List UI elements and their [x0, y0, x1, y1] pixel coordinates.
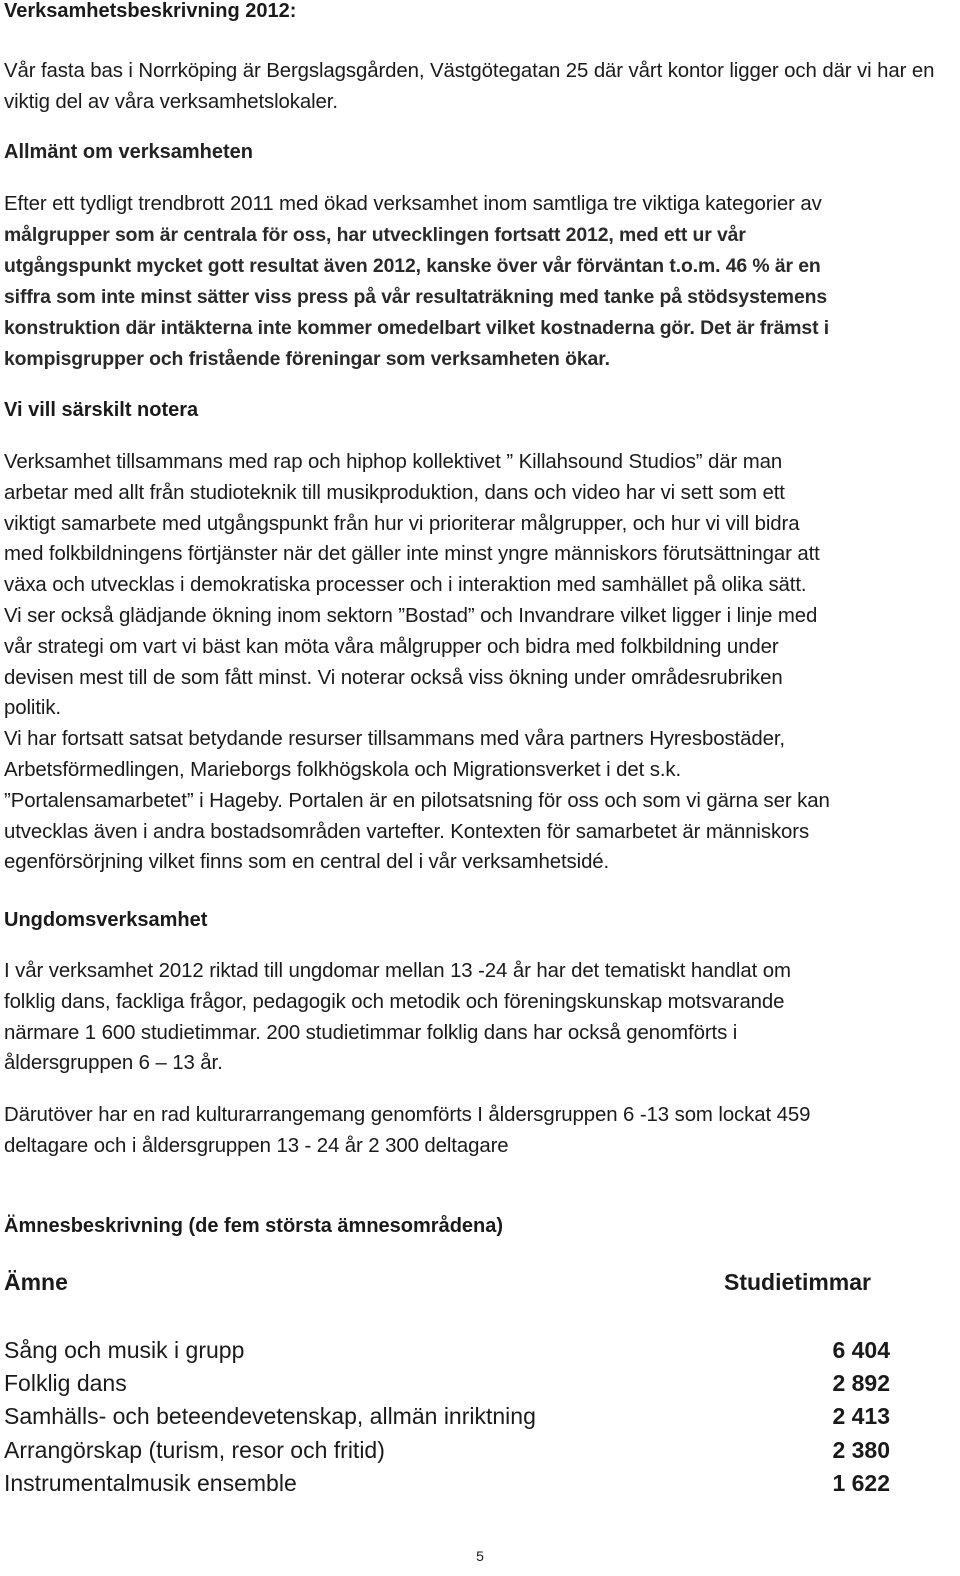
- text-line: I vår verksamhet 2012 riktad till ungdomar mellan 13 -24 år har det tematiskt handlat om: [4, 960, 791, 982]
- hours-cell: 6 404: [832, 1336, 890, 1363]
- text-line: egenförsörjning vilket finns som en central del i vår verksamhetsidé.: [4, 851, 610, 874]
- table-row: [4, 1333, 890, 1366]
- text-line: kompisgrupper och fristående föreningar som verksamheten ökar.: [4, 347, 610, 370]
- section-notice-body: [4, 447, 956, 878]
- section-heading-general: Allmänt om verksamheten: [4, 141, 253, 163]
- text-line: ”Portalensamarbetet” i Hageby. Portalen är en pilotsatsning för oss och som vi gärna ser kan: [4, 789, 830, 812]
- hours-cell: 2 892: [832, 1369, 890, 1396]
- text-line: växa och utvecklas i demokratiska processer och i interaktion med samhället på olika sätt.: [4, 574, 807, 597]
- text-line: deltagare och i åldersgruppen 13 - 24 år 2 300 deltagare: [4, 1134, 509, 1157]
- text-line: närmare 1 600 studietimmar. 200 studietimmar folklig dans har också genomförts i: [4, 1021, 738, 1044]
- column-header-subject: Ämne: [4, 1268, 68, 1295]
- section-youth-body-2: [4, 1100, 956, 1162]
- text-line: Vi ser också glädjande ökning inom sektorn ”Bostad” och Invandrare vilket ligger i linje med: [4, 604, 818, 627]
- table-row: [4, 1400, 890, 1433]
- subjects-table: [4, 1264, 890, 1500]
- table-spacer: [4, 1300, 890, 1333]
- text-line: politik.: [4, 697, 61, 720]
- text-line: åldersgruppen 6 – 13 år.: [4, 1052, 223, 1075]
- section-youth-body: [4, 956, 956, 1079]
- text-line: Efter ett tydligt trendbrott 2011 med ökad verksamhet inom samtliga tre viktiga kategorier av: [4, 193, 822, 215]
- text-line: vår strategi om vart vi bäst kan möta våra målgrupper och bidra med folkbildning under: [4, 635, 779, 658]
- text-line: utgångspunkt mycket gott resultat även 2012, kanske över vår förväntan t.o.m. 46 % är en: [4, 254, 821, 277]
- text-line: Verksamhet tillsammans med rap och hiphop kollektivet ” Killahsound Studios” där man: [4, 451, 783, 473]
- table-row: [4, 1434, 890, 1467]
- table-row: [4, 1367, 890, 1400]
- section-general-body: [4, 189, 956, 375]
- text-line: utvecklas även i andra bostadsområden vartefter. Kontexten för samarbetet är människors: [4, 820, 810, 843]
- column-header-hours: Studietimmar: [724, 1268, 871, 1295]
- text-line: viktigt samarbete med utgångspunkt från hur vi prioriterar målgrupper, och hur vi vill bidra: [4, 512, 800, 535]
- section-heading-notice: Vi vill särskilt notera: [4, 399, 199, 421]
- text-line: folklig dans, fackliga frågor, pedagogik och metodik och föreningskunskap motsvarande: [4, 990, 785, 1013]
- subject-cell: Instrumentalmusik ensemble: [4, 1470, 297, 1497]
- subject-cell: Folklig dans: [4, 1369, 127, 1396]
- text-line: Därutöver har en rad kulturarrangemang genomförts I åldersgruppen 6 -13 som lockat 459: [4, 1104, 811, 1126]
- text-line: målgrupper som är centrala för oss, har utvecklingen fortsatt 2012, med ett ur vår: [4, 223, 746, 246]
- text-line: konstruktion där intäkterna inte kommer omedelbart vilket kostnaderna gör. Det är främst i: [4, 316, 830, 339]
- text-line: devisen mest till de som fått minst. Vi noterar också viss ökning under områdesrubriken: [4, 666, 783, 689]
- text-line: siffra som inte minst sätter viss press på vår resultaträkning med tanke på stödsystemens: [4, 285, 828, 308]
- document-title: Verksamhetsbeskrivning 2012:: [4, 0, 297, 22]
- hours-cell: 1 622: [832, 1470, 890, 1497]
- text-line: Vi har fortsatt satsat betydande resurser tillsammans med våra partners Hyresbostäder,: [4, 728, 785, 751]
- section-heading-subjects: Ämnesbeskrivning (de fem största ämnesområdena): [4, 1215, 504, 1237]
- text-line: med folkbildningens förtjänster när det gäller inte minst yngre människors förutsättningar att: [4, 543, 820, 566]
- text-line: arbetar med allt från studioteknik till musikproduktion, dans och video har vi sett som ett: [4, 481, 785, 504]
- hours-cell: 2 413: [832, 1403, 890, 1430]
- subject-cell: Samhälls- och beteendevetenskap, allmän inriktning: [4, 1403, 536, 1430]
- page-number: 5: [476, 1548, 484, 1564]
- table-row: [4, 1467, 890, 1500]
- subject-cell: Sång och musik i grupp: [4, 1336, 245, 1363]
- text-line: Arbetsförmedlingen, Marieborgs folkhögskola och Migrationsverket i det s.k.: [4, 758, 682, 781]
- table-header-row: [4, 1264, 890, 1300]
- subject-cell: Arrangörskap (turism, resor och fritid): [4, 1436, 385, 1463]
- hours-cell: 2 380: [832, 1436, 890, 1463]
- intro-paragraph: Vår fasta bas i Norrköping är Bergslagsgården, Västgötegatan 25 där vårt kontor ligger och där vi har en viktig del av våra verksamhetslokaler.: [4, 60, 935, 113]
- section-heading-youth: Ungdomsverksamhet: [4, 909, 208, 931]
